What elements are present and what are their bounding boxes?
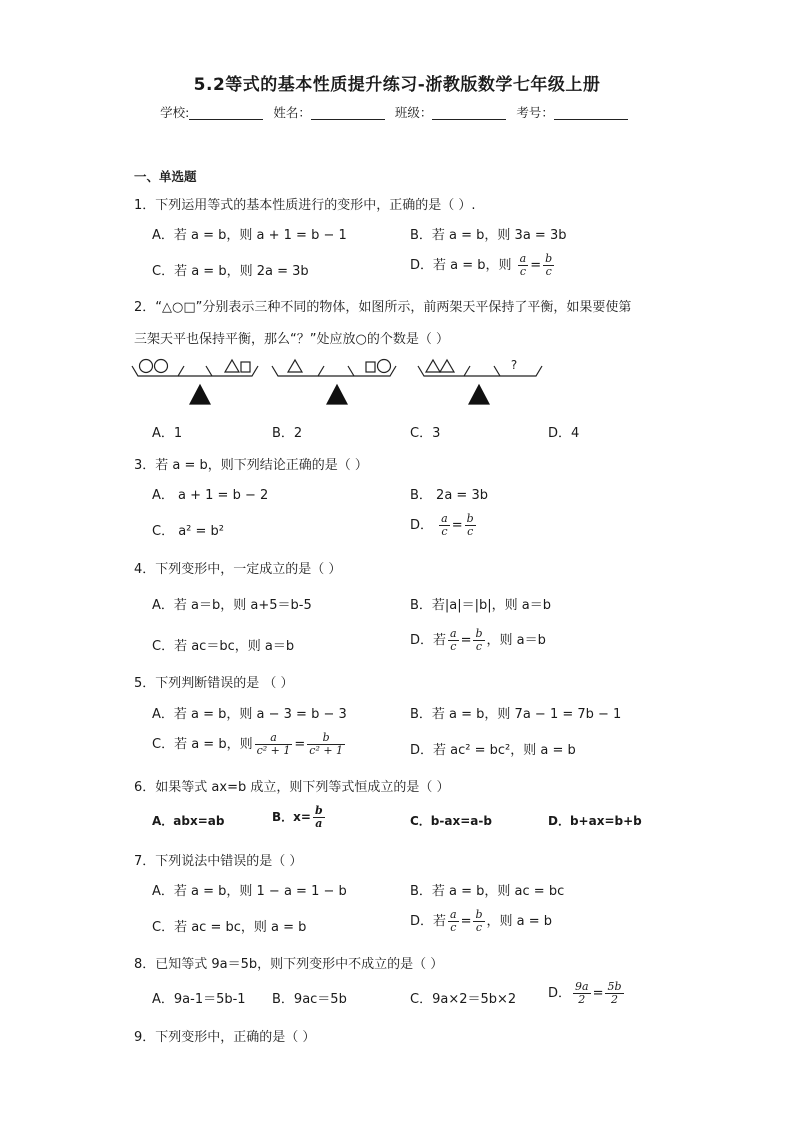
triangle-icon [225,360,239,372]
fraction-b-over-c: $\frac{b}{c}$ [466,512,474,538]
fraction-b-over-c: $\frac{b}{c}$ [545,252,553,278]
q7-option-a[interactable]: A．若 a = b，则 1 − a = 1 − b [152,884,347,899]
q1-option-d-prefix: D．若 a = b，则 [410,258,512,273]
q6-option-c[interactable]: C．b-ax=a-b [410,814,492,828]
fraction-a-over-c2-plus-1: $\frac{a}{\text{c² + 1}}$ [256,731,291,757]
q8-option-d[interactable]: D． $\frac{9a}{2}$ = $\frac{5b}{2}$ [548,980,622,1006]
question-1-stem: 1．下列运用等式的基本性质进行的变形中，正确的是（ ）. [134,198,476,213]
triangle-icon [288,360,302,372]
q3-option-c[interactable]: C． a² = b² [152,524,225,539]
q1-option-b[interactable]: B．若 a = b，则 3a = 3b [410,228,567,243]
q2-option-b[interactable]: B．2 [272,426,303,441]
q5-option-a[interactable]: A．若 a = b，则 a − 3 = b − 3 [152,707,347,722]
class-blank[interactable] [432,105,506,120]
q3-option-d[interactable]: D． $\frac{a}{c}$ = $\frac{b}{c}$ [410,512,474,538]
q6-option-a[interactable]: A．abx=ab [152,814,225,828]
q4-option-b[interactable]: B．若|a|＝|b|，则 a＝b [410,598,552,613]
q6-option-b[interactable]: B．x= $\frac{b}{a}$ [272,804,323,830]
q7-option-c[interactable]: C．若 ac = bc，则 a = b [152,920,307,935]
fraction-b-over-c2-plus-1: $\frac{b}{\text{c² + 1}}$ [309,731,344,757]
fulcrum-icon [190,385,210,404]
q1-option-c[interactable]: C．若 a = b，则 2a = 3b [152,264,309,279]
school-label: 学校: [160,105,190,120]
triangle-icon [440,360,454,372]
question-3-stem: 3．若 a = b，则下列结论正确的是（ ） [134,458,368,473]
question-8-stem: 8．已知等式 9a＝5b，则下列变形中不成立的是（ ） [134,957,444,972]
q8-option-c[interactable]: C．9a×2＝5b×2 [410,992,517,1007]
q7-option-d[interactable]: D．若 $\frac{a}{c}$ = $\frac{b}{c}$ ，则 a = b [410,908,553,934]
fraction-b-over-c: $\frac{b}{c}$ [475,627,483,653]
balance-scale-2 [272,360,396,405]
question-mark: ? [510,358,518,372]
balance-scale-3 [418,360,542,404]
q1-option-a[interactable]: A．若 a = b，则 a + 1 = b − 1 [152,228,347,243]
exam-number-blank[interactable] [554,105,628,120]
balance-scale-1 [132,360,258,405]
q2-option-d[interactable]: D．4 [548,426,580,441]
q4-option-a[interactable]: A．若 a＝b，则 a+5＝b-5 [152,598,312,613]
q1-option-d[interactable]: D．若 a = b，则 $\frac{a}{c}$ = $\frac{b}{c}$ [410,252,553,278]
fraction-a-over-c: $\frac{a}{c}$ [441,512,448,538]
page-title: 5.2等式的基本性质提升练习-浙教版数学七年级上册 [193,75,601,95]
q4-option-c[interactable]: C．若 ac＝bc，则 a＝b [152,639,295,654]
q6-option-d[interactable]: D．b+ax=b+b [548,814,642,828]
fraction-a-over-c: $\frac{a}{c}$ [450,908,457,934]
fraction-5b-over-2: $\frac{5b}{2}$ [607,980,622,1006]
q5-option-b[interactable]: B．若 a = b，则 7a − 1 = 7b − 1 [410,707,622,722]
fraction-b-over-c: $\frac{b}{c}$ [475,908,483,934]
circle-icon [140,360,153,373]
square-icon [366,362,375,372]
q3-option-b[interactable]: B． 2a = 3b [410,488,488,503]
question-2-stem-line1: 2．“△○□”分别表示三种不同的物体，如图所示，前两架天平保持了平衡，如果要使第 [134,300,632,315]
q8-option-b[interactable]: B．9ac＝5b [272,992,347,1007]
q3-option-a[interactable]: A． a + 1 = b − 2 [152,488,269,503]
q5-option-d[interactable]: D．若 ac² = bc²，则 a = b [410,743,576,758]
question-5-stem: 5．下列判断错误的是 （ ） [134,676,294,691]
fraction-a-over-c: $\frac{a}{c}$ [450,627,457,653]
fraction-9a-over-2: $\frac{9a}{2}$ [575,980,589,1006]
class-label: 班级： [394,105,433,120]
school-blank[interactable] [189,105,263,120]
question-2-stem-line2: 三架天平也保持平衡，那么“？”处应放○的个数是（ ） [134,332,449,347]
question-4-stem: 4．下列变形中，一定成立的是（ ） [134,562,342,577]
q2-option-a[interactable]: A．1 [152,426,183,441]
question-7-stem: 7．下列说法中错误的是（ ） [134,854,303,869]
square-icon [241,362,250,372]
question-6-stem: 6．如果等式 ax=b 成立，则下列等式恒成立的是（ ） [134,780,450,795]
triangle-icon [426,360,440,372]
fulcrum-icon [469,385,489,404]
fraction-b-over-a: $\frac{b}{a}$ [314,804,323,830]
circle-icon [378,360,391,373]
exam-number-label: 考号： [516,105,554,120]
section-heading: 一、单选题 [134,169,197,184]
fulcrum-icon [327,385,347,404]
name-blank[interactable] [311,105,385,120]
circle-icon [155,360,168,373]
balance-scales-figure [128,352,548,410]
q7-option-b[interactable]: B．若 a = b，则 ac = bc [410,884,565,899]
student-info-row [0,103,794,121]
question-9-stem: 9．下列变形中，正确的是（ ） [134,1030,316,1045]
q8-option-a[interactable]: A．9a-1＝5b-1 [152,992,246,1007]
fraction-a-over-c: $\frac{a}{c}$ [519,252,527,278]
q5-option-c[interactable]: C．若 a = b，则 $\frac{a}{\text{c² + 1}}$ = $\frac{b}{\text{c² + 1}}$ [152,731,344,757]
q4-option-d[interactable]: D．若 $\frac{a}{c}$ = $\frac{b}{c}$ ，则 a＝b [410,627,546,653]
name-label: 姓名： [273,105,311,120]
q2-option-c[interactable]: C．3 [410,426,441,441]
